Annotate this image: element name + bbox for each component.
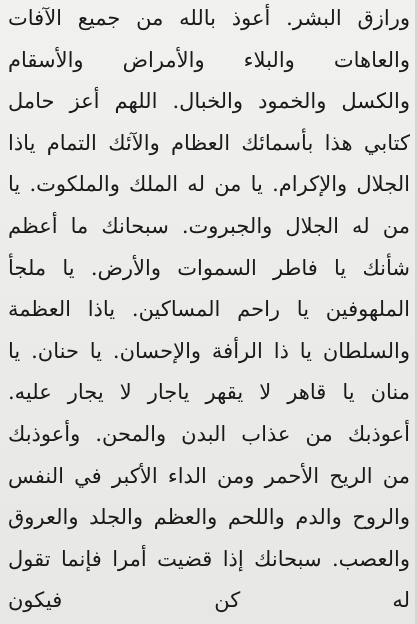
text-line-4: كتابي هذا بأسمائك العظام والآئك التمام ياذا — [8, 130, 410, 155]
text-line-1: ورازق البشر. أعوذ بالله من جميع الآفات — [8, 6, 410, 30]
text-line-11: أعوذبك من عذاب البدن والمحن. وأعوذبك — [8, 421, 410, 446]
text-line-5: الجلال والإكرام. يا من له الملك والملكوت. يا — [8, 172, 410, 197]
text-line-12: من الريح الأحمر ومن الداء الأكبر في النفس — [8, 463, 410, 488]
text-line-3: والكسل والخمود والخبال. اللهم أعز حامل — [8, 89, 410, 114]
text-line-10: منان يا قاهر لا يقهر ياجار لا يجار عليه. — [8, 380, 410, 405]
text-line-14: والعصب. سبحانك إذا قضيت أمرا فإنما تقول — [8, 546, 410, 571]
text-line-6: من له الجلال والجبروت. سبحانك ما أعظم — [8, 213, 410, 238]
text-line-9: والسلطان يا ذا الرأفة والإحسان. يا حنان. يا — [8, 338, 410, 363]
text-line-15: له كن فيكون — [8, 588, 410, 613]
text-line-2: والعاهات والبلاء والأمراض والأسقام — [8, 47, 410, 72]
arabic-text-block — [8, 0, 410, 622]
text-line-13: والروح والدم واللحم والعظم والجلد والعروق — [8, 505, 410, 530]
text-line-8: الملهوفين يا راحم المساكين. ياذا العظمة — [8, 297, 410, 322]
text-line-7: شأنك يا فاطر السموات والأرض. يا ملجأ — [8, 255, 410, 280]
